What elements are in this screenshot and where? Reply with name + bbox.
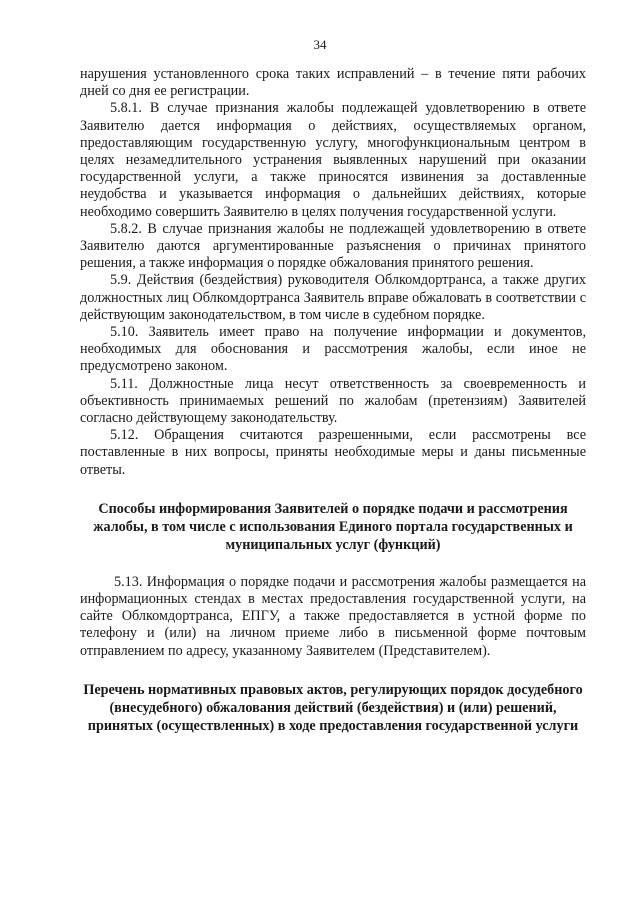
paragraph-5-11: 5.11. Должностные лица несут ответственность за своевременность и объективность принимаемых решений по жалобам (претензиям) Заявителей согласно действующему законодательству. — [80, 375, 586, 427]
section-heading-legal-acts: Перечень нормативных правовых актов, регулирующих порядок досудебного (внесудебного) обжалования действий (бездействия) и (или) решений, принятых (осуществленных) в ходе предоставления государственной услуги — [83, 681, 583, 734]
paragraph-5-8-1: 5.8.1. В случае признания жалобы подлежащей удовлетворению в ответе Заявителю дается информация о действиях, осуществляемых органом, предоставляющим государственную услугу, многофункциональным центром в целях незамедлительного устранения выявленных нарушений при оказании государственной услуги, а также приносятся извинения за доставленные неудобства и указывается информация о дальнейших действиях, которые необходимо совершить Заявителю в целях получения государственной услуги. — [80, 100, 586, 220]
paragraph-5-12: 5.12. Обращения считаются разрешенными, если рассмотрены все поставленные в них вопросы, приняты необходимые меры и даны письменные ответы. — [80, 427, 586, 478]
paragraph-5-13: 5.13. Информация о порядке подачи и рассмотрения жалобы размещается на информационных стендах в местах предоставления государственной услуги, на сайте Облкомдортранса, ЕПГУ, а также предоставляется в устной форме по телефону и (или) на личном приеме либо в письменной форме почтовым отправлением по адресу, указанному Заявителем (Представителем). — [80, 573, 586, 659]
section-heading-informing: Способы информирования Заявителей о порядке подачи и рассмотрения жалобы, в том числе с использования Единого портала государственных и муниципальных услуг (функций) — [93, 500, 573, 553]
paragraph-5-10: 5.10. Заявитель имеет право на получение информации и документов, необходимых для обоснования и рассмотрения жалобы, если иное не предусмотрено законом. — [80, 324, 586, 375]
paragraph-5-8-2: 5.8.2. В случае признания жалобы не подлежащей удовлетворению в ответе Заявителю даются аргументированные разъяснения о причинах принятого решения, а также информация о порядке обжалования принятого решения. — [80, 220, 586, 272]
document-body — [80, 66, 586, 735]
paragraph-5-9: 5.9. Действия (бездействия) руководителя Облкомдортранса, а также других должностных лиц Облкомдортранса Заявитель вправе обжаловать в соответствии с действующим законодательством, в том числе в судебном порядке. — [80, 272, 586, 323]
page-number: 34 — [313, 37, 327, 52]
paragraph-continuation: нарушения установленного срока таких исправлений – в течение пяти рабочих дней со дня ее регистрации. — [80, 66, 586, 100]
